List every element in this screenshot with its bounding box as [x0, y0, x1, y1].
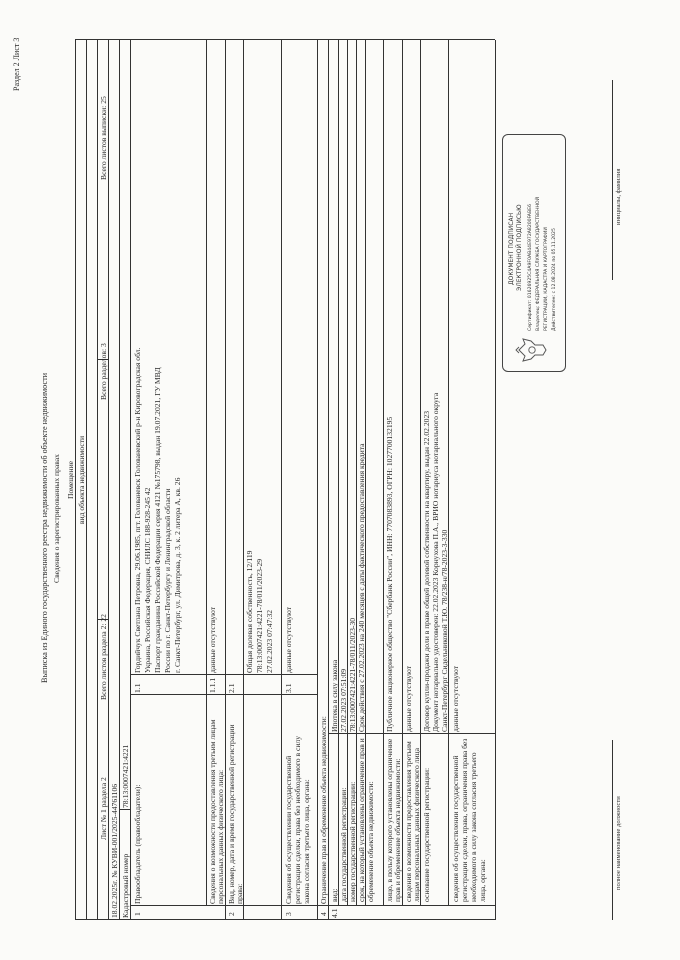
owner-line: Украина, Российская Федерация, СНИЛС 188-928-245 42	[143, 487, 152, 673]
deal-consent-label: необходимого в силу закона согласия третьего	[469, 752, 478, 902]
subrow-number: 1.1.1	[208, 677, 217, 693]
stamp-certificate: Сертификат: 01626925C4A9F0AB44E972A8200FABE6	[528, 204, 533, 331]
date-and-number: 18.02.2025г. № КУВИ-001/2025-44761106	[110, 783, 119, 918]
owner-line: г. Санкт-Петербург, ул. Димитрова, д. 3, к. 2 литера А, кв. 26	[173, 477, 182, 673]
object-type: Помещение	[66, 460, 75, 500]
right-registration-label: Вид, номер, дата и время государственной регистрации	[227, 724, 236, 904]
deal-consent-value: данные отсутствуют	[451, 665, 460, 732]
coat-of-arms-icon	[515, 335, 549, 365]
personal-data-label: сведения о возможности предоставления третьим	[404, 741, 413, 902]
right-registration-value: 27.02.2023 07:47:32	[265, 609, 274, 673]
personal-data-label: Сведения о возможности предоставления третьим лицам	[208, 719, 217, 904]
personal-data-label: лицам персональных данных физического лица	[412, 748, 421, 902]
encumbrance-type-label: вид:	[330, 888, 339, 902]
subrow-number: 4.1	[330, 908, 339, 918]
beneficiary-value: Публичное акционерное общество "Сбербанк России", ИНН: 7707083893, ОГРН: 1027700132195	[385, 416, 394, 732]
beneficiary-label: прав и обременение объекта недвижимости:	[393, 758, 402, 902]
personal-data-value: данные отсутствуют	[208, 606, 217, 673]
deal-registration-value: данные отсутствуют	[284, 606, 293, 673]
sheets-total: Всего листов выписки: 25	[99, 96, 108, 180]
name-caption: инициалы, фамилия	[615, 168, 622, 225]
deal-consent-label: сведения об осуществлении государственной	[451, 755, 460, 902]
basis-value: Санкт-Петербург Сидельниковой Т.Ю. 78/238-н/78-2023-3-330	[440, 529, 449, 732]
row-number: 2	[227, 912, 236, 916]
right-registration-value: Общая долевая собственность, 12/119	[245, 550, 254, 673]
section-label: Раздел 2 Лист 3	[12, 37, 21, 91]
document-title: Выписка из Единого государственного реестра недвижимости об объекте недвижимости	[40, 372, 49, 683]
deal-registration-label: Сведения об осуществлении государственной	[284, 755, 293, 904]
owner-label: Правообладатель (правообладатели):	[133, 784, 142, 904]
deal-consent-label: регистрации сделки, права, ограничения права без	[460, 738, 469, 902]
deal-registration-label: закона согласия третьего лица, органа:	[302, 779, 311, 904]
encumbrance-number-label: номер государственной регистрации:	[348, 781, 357, 902]
sheet-number: Лист № 1 раздела 2	[99, 777, 108, 840]
row-number: 3	[284, 912, 293, 916]
cadastral-value: 78:13:0007421:4221	[121, 744, 130, 808]
deal-consent-label: лица, органа:	[478, 859, 487, 902]
subrow-number: 2.1	[227, 683, 236, 693]
stamp-owner: РЕГИСТРАЦИИ, КАДАСТРА И КАРТОГРАФИИ	[544, 227, 549, 331]
subrow-number: 3.1	[284, 683, 293, 693]
encumbrance-number-value: 78:13:0007421:4221-78/011/2023-30	[348, 617, 357, 732]
object-type-caption: вид объекта недвижимости	[77, 435, 86, 525]
sections-total: Всего разделов: 3	[99, 343, 108, 400]
right-registration-value: 78:13:0007421:4221-78/011/2023-29	[255, 558, 264, 673]
stamp-title: ЭЛЕКТРОННОЙ ПОДПИСЬЮ	[516, 204, 523, 291]
stamp-title: ДОКУМЕНТ ПОДПИСАН	[508, 212, 515, 285]
sheets-in-section: Всего листов раздела 2: 22	[99, 614, 108, 700]
subrow-number: 1.1	[133, 683, 142, 693]
owner-line: Гордийчук Светлана Петровна, 29.06.1985, пгт. Голованевск Голованевский р-н Кировоградская обл.	[133, 347, 142, 673]
encumbrance-term-value: Срок действия с 27.02.2023 на 240 месяцев с даты фактического предоставления кредита	[357, 443, 366, 732]
beneficiary-label: лицо, в пользу которого установлены ограничение	[385, 738, 394, 902]
basis-value: Договор купли-продажи доли в праве общей долевой собственности на квартиру, выдан 22.02.2023	[422, 410, 431, 732]
basis-value: Документ нотариально удостоверен: 22.02.2023 Корнухова П.А., ВРИО нотариуса нотариального округа	[431, 392, 440, 732]
right-registration-label: права:	[235, 883, 244, 904]
encumbrance-date-value: 27.02.2023 07:51:09	[339, 668, 348, 732]
document-subtitle: Сведения о зарегистрированных правах	[52, 454, 61, 583]
owner-line: Паспорт гражданина Российской Федерации серия 4121 №175798, выдан 19.07.2021, ГУ МВД	[153, 367, 162, 673]
basis-label: основание государственной регистрации:	[422, 767, 431, 902]
cadastral-label: Кадастровый номер	[121, 853, 130, 918]
personal-data-label: персональных данных физического лица:	[216, 769, 225, 904]
encumbrance-date-label: дата государственной регистрации:	[339, 787, 348, 902]
encumbrance-type-value: Ипотека в силу закона	[330, 659, 339, 732]
encumbrance-term-label: срок, на который установлены ограничение прав и	[357, 738, 366, 902]
owner-line: России по г. Санкт-Петербургу и Ленинградской области	[163, 488, 172, 673]
stamp-validity: Действителен: с 12.08.2024 по 05.11.2025	[552, 228, 557, 331]
position-caption: полное наименование должности	[615, 796, 622, 890]
stamp-owner: Владелец: ФЕДЕРАЛЬНАЯ СЛУЖБА ГОСУДАРСТВЕННОЙ	[536, 196, 541, 331]
row-number: 4	[319, 912, 328, 916]
row-number: 1	[133, 912, 142, 916]
encumbrance-label: Ограничение прав и обременение объекта недвижимости:	[319, 716, 328, 904]
electronic-signature-stamp	[502, 134, 566, 372]
personal-data-value: данные отсутствуют	[404, 665, 413, 732]
encumbrance-term-label: обременение объекта недвижимости:	[366, 781, 375, 902]
deal-registration-label: регистрации сделки, права без необходимого в силу	[293, 736, 302, 904]
